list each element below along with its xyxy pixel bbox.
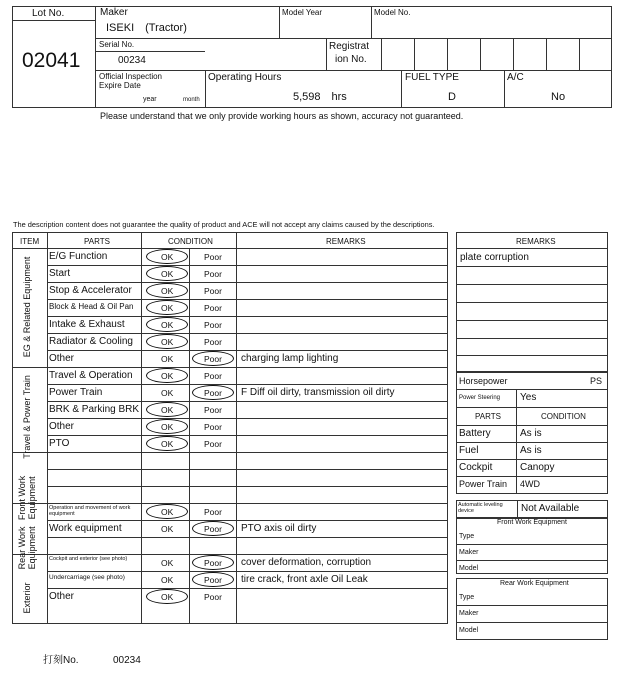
serial-label: Serial No. — [99, 40, 135, 49]
ok-label: OK — [161, 303, 174, 313]
ok-label: OK — [161, 286, 174, 296]
ok-label: OK — [161, 354, 174, 364]
poor-label: Poor — [204, 507, 222, 517]
part-label: Other — [49, 421, 75, 432]
ok-label: OK — [161, 524, 174, 534]
ok-label: OK — [161, 575, 174, 585]
right-condition-label: CONDITION — [541, 412, 586, 421]
poor-label: Poor — [204, 337, 222, 347]
front-work-box — [456, 518, 608, 574]
remark-text: F Diff oil dirty, transmission oil dirty — [241, 387, 395, 398]
poor-circle-mark — [192, 572, 234, 587]
remark-text: tire crack, front axle Oil Leak — [241, 574, 368, 585]
fuel-label: FUEL TYPE — [405, 72, 459, 83]
right-cond-0: As is — [520, 428, 542, 439]
right-remarks-value: plate corruption — [460, 252, 529, 263]
ac-label: A/C — [507, 72, 524, 83]
right-part-1: Fuel — [459, 445, 479, 456]
ok-circle-mark — [146, 283, 188, 298]
fuel-value: D — [448, 91, 456, 103]
group-front: Front Work Equipment — [17, 475, 37, 521]
part-label: Cockpit and exterior (see photo) — [49, 556, 128, 562]
part-label: PTO — [49, 438, 70, 449]
ok-label: OK — [161, 558, 174, 568]
part-label: Other — [49, 591, 75, 602]
poor-circle-mark — [192, 555, 234, 570]
front-type-label: Type — [459, 533, 475, 540]
group-exterior: Exterior — [22, 582, 33, 614]
part-label: Power Train — [49, 387, 103, 398]
hours-note: Please understand that we only provide working hours as shown, accuracy not guaranteed. — [100, 111, 464, 121]
ok-circle-mark — [146, 589, 188, 604]
remark-text: charging lamp lighting — [241, 353, 339, 364]
ok-label: OK — [161, 507, 174, 517]
year-label: year — [143, 96, 157, 103]
hours-value: 5,598 hrs — [293, 91, 347, 103]
lot-number: 02041 — [22, 49, 81, 72]
poor-label: Poor — [204, 422, 222, 432]
leveling-label: Automatic leveling device — [458, 502, 503, 515]
poor-label: Poor — [204, 405, 222, 415]
leveling-value: Not Available — [521, 503, 580, 514]
ok-circle-mark — [146, 334, 188, 349]
right-cond-2: Canopy — [520, 462, 555, 473]
ok-label: OK — [161, 592, 174, 602]
poor-label: Poor — [204, 439, 222, 449]
part-label: Radiator & Cooling — [49, 336, 133, 347]
ok-circle-mark — [146, 300, 188, 315]
group-eg: EG & Related Equipment — [22, 256, 33, 358]
ok-circle-mark — [146, 402, 188, 417]
front-maker-label: Maker — [459, 549, 479, 556]
right-cond-1: As is — [520, 445, 542, 456]
month-label: month — [183, 97, 200, 103]
ok-label: OK — [161, 439, 174, 449]
ac-value: No — [551, 91, 566, 103]
poor-label: Poor — [204, 558, 222, 568]
poor-label: Poor — [204, 575, 222, 585]
inspection-label-2: Expire Date — [99, 81, 141, 90]
part-label: Other — [49, 353, 75, 364]
inspection-label-1: Official Inspection — [99, 72, 162, 81]
stamp-value: 00234 — [113, 655, 141, 666]
maker-value: ISEKI (Tractor) — [106, 22, 187, 34]
right-parts-label: PARTS — [475, 412, 501, 421]
ok-circle-mark — [146, 249, 188, 264]
ok-label: OK — [161, 269, 174, 279]
horsepower-label: Horsepower — [459, 376, 508, 386]
front-work-title: Front Work Equipment — [497, 519, 567, 526]
right-part-0: Battery — [459, 428, 491, 439]
ok-label: OK — [161, 371, 174, 381]
ok-label: OK — [161, 252, 174, 262]
col-item: ITEM — [20, 237, 40, 246]
ok-label: OK — [161, 320, 174, 330]
poor-label: Poor — [204, 354, 222, 364]
registration-label-2: ion No. — [335, 54, 367, 65]
steering-value: Yes — [520, 392, 537, 403]
poor-label: Poor — [204, 524, 222, 534]
part-label: BRK & Parking BRK — [49, 404, 140, 415]
right-cond-3: 4WD — [520, 479, 540, 489]
ok-circle-mark — [146, 504, 188, 519]
steering-label: Power Steering — [459, 395, 501, 401]
poor-label: Poor — [204, 252, 222, 262]
part-label: Stop & Accelerator — [49, 285, 132, 296]
poor-label: Poor — [204, 592, 222, 602]
ok-circle-mark — [146, 266, 188, 281]
ok-circle-mark — [146, 317, 188, 332]
part-label: Block & Head & Oil Pan — [49, 302, 134, 311]
remark-text: PTO axis oil dirty — [241, 523, 317, 534]
registration-label-1: Registrat — [329, 41, 370, 52]
ok-circle-mark — [146, 368, 188, 383]
ok-circle-mark — [146, 419, 188, 434]
poor-label: Poor — [204, 303, 222, 313]
ok-label: OK — [161, 422, 174, 432]
poor-label: Poor — [204, 269, 222, 279]
ok-label: OK — [161, 405, 174, 415]
part-label: Intake & Exhaust — [49, 319, 125, 330]
stamp-label: 打刻No. — [43, 655, 79, 666]
serial-value: 00234 — [118, 55, 146, 66]
col-remarks: REMARKS — [326, 237, 366, 246]
poor-circle-mark — [192, 521, 234, 536]
ok-label: OK — [161, 337, 174, 347]
part-label: E/G Function — [49, 251, 108, 262]
rear-model-label: Model — [459, 627, 479, 634]
poor-label: Poor — [204, 286, 222, 296]
horsepower-value: PS — [590, 376, 603, 386]
part-label: Work equipment — [49, 523, 122, 534]
model-year-label: Model Year — [282, 8, 323, 17]
right-remarks-label: REMARKS — [516, 237, 556, 246]
front-model-label: Model — [459, 565, 479, 572]
ok-label: OK — [161, 388, 174, 398]
hours-label: Operating Hours — [208, 72, 282, 83]
right-part-3: Power Train — [459, 479, 508, 489]
ok-circle-mark — [146, 436, 188, 451]
part-label: Undercarriage (see photo) — [49, 574, 125, 581]
part-label: Travel & Operation — [49, 370, 133, 381]
poor-label: Poor — [204, 371, 222, 381]
poor-circle-mark — [192, 385, 234, 400]
poor-label: Poor — [204, 320, 222, 330]
group-travel: Travel & Power Train — [22, 375, 33, 459]
group-rear: Rear Work Equipment — [17, 526, 37, 570]
rear-type-label: Type — [459, 594, 475, 601]
maker-label: Maker — [100, 7, 128, 18]
right-part-2: Cockpit — [459, 462, 493, 473]
poor-label: Poor — [204, 388, 222, 398]
col-parts: PARTS — [84, 237, 110, 246]
col-condition: CONDITION — [168, 237, 213, 246]
rear-work-box — [456, 578, 608, 640]
poor-circle-mark — [192, 351, 234, 366]
part-label: Start — [49, 268, 71, 279]
model-no-label: Model No. — [374, 8, 411, 17]
disclaimer: The description content does not guarantee the quality of product and ACE will not accept any claims caused by the descriptions. — [13, 220, 435, 229]
rear-work-title: Rear Work Equipment — [500, 580, 569, 587]
lot-label: Lot No. — [32, 8, 65, 19]
part-label: Operation and movement of work equipment — [49, 505, 131, 518]
rear-maker-label: Maker — [459, 610, 479, 617]
remark-text: cover deformation, corruption — [241, 557, 372, 568]
